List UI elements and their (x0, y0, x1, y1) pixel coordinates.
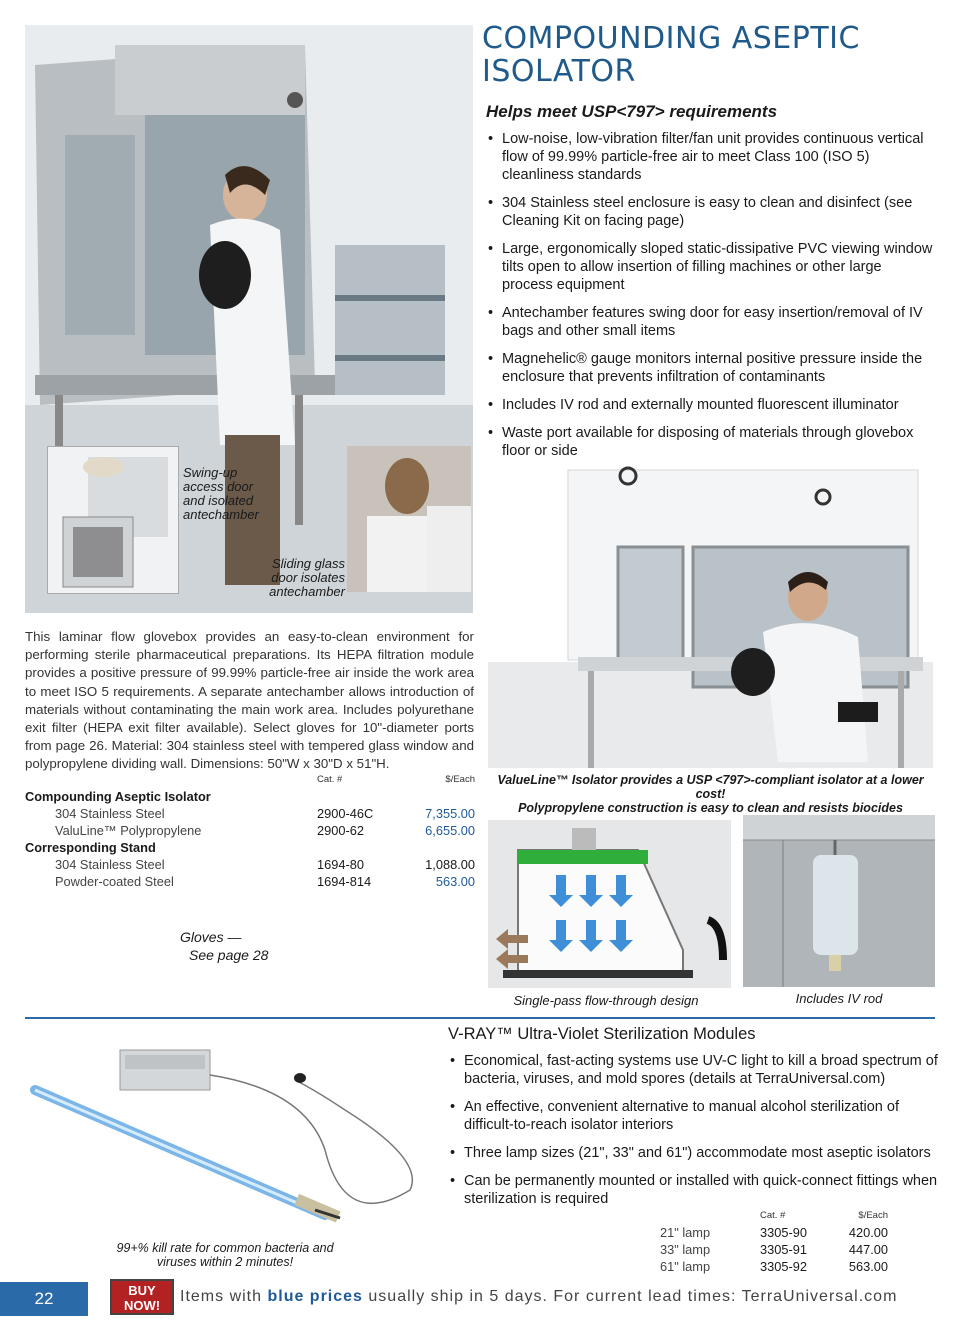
description-paragraph: This laminar flow glovebox provides an easy-to-clean environment for performing sterile pharmaceutical preparations. Its HEPA filtration module provides a positive pressure of 99.99% particle-free air inside the work area to meet ISO 5 requirements. A separate antechamber allows introduction of materials without contaminating the main work area. Includes polyurethane exit filter (HEPA exit filter available). Select gloves for 10"-diameter ports from page 26. Material: 304 stainless steel with tempered glass window and polypropylene dividing wall. Dimensions: 50"W x 30"D x 51"H. (25, 629, 474, 772)
table-row (25, 822, 475, 839)
buy-now-badge[interactable] (110, 1279, 174, 1315)
iv-rod-caption: Includes IV rod (795, 991, 883, 1006)
row-cat: 3305-91 (760, 1242, 807, 1257)
valueline-caption (488, 773, 933, 815)
feature-item: • Magnehelic® gauge monitors internal positive pressure inside the enclosure that prevents infiltration of contaminants (486, 350, 936, 386)
row-cat: 2900-62 (317, 823, 364, 838)
row-label: 21" lamp (660, 1225, 711, 1240)
vray-feature-list (448, 1052, 938, 1218)
row-label: 61" lamp (660, 1259, 711, 1274)
iv-rod-photo (743, 815, 935, 987)
col-header-price: $/Each (445, 774, 475, 785)
footer-note (180, 1288, 897, 1306)
table-row (660, 1258, 888, 1275)
flow-diagram (488, 820, 731, 988)
feature-item: • Low-noise, low-vibration filter/fan unit provides continuous vertical flow of 99.99% particle-free air to meet Class 100 (ISO 5) cleanliness standards (486, 130, 936, 184)
table-row (25, 873, 475, 890)
valueline-isolator-photo (488, 462, 933, 768)
row-label: Powder-coated Steel (55, 874, 174, 889)
kill-rate-line-1: 99+% kill rate for common bacteria and (116, 1241, 334, 1255)
title-line-2: ISOLATOR (482, 54, 636, 89)
feature-item: • Large, ergonomically sloped static-dissipative PVC viewing window tilts open to allow insertion of filling machines or other large process equipment (486, 240, 936, 294)
footer-text-post: usually ship in 5 days. For current lead times: TerraUniversal.com (362, 1288, 898, 1305)
feature-item: • Includes IV rod and externally mounted fluorescent illuminator (486, 396, 936, 414)
row-label: 304 Stainless Steel (55, 806, 165, 821)
badge-line-1: BUY (128, 1283, 156, 1298)
table-row (660, 1224, 888, 1241)
row-cat: 3305-90 (760, 1225, 807, 1240)
row-cat: 1694-80 (317, 857, 364, 872)
gloves-note (180, 928, 268, 964)
subtitle: Helps meet USP<797> requirements (486, 102, 778, 121)
section-divider (25, 1017, 935, 1019)
kill-rate-caption (100, 1241, 350, 1269)
col-header-price: $/Each (858, 1210, 888, 1221)
page-number: 22 (0, 1282, 88, 1316)
row-cat: 2900-46C (317, 806, 374, 821)
row-cat: 3305-92 (760, 1259, 807, 1274)
valueline-caption-line-2: Polypropylene construction is easy to clean and resists biocides (518, 801, 903, 815)
feature-item: • 304 Stainless steel enclosure is easy to clean and disinfect (see Cleaning Kit on facing page) (486, 194, 936, 230)
kill-rate-line-2: viruses within 2 minutes! (156, 1255, 294, 1269)
row-price: 447.00 (848, 1242, 888, 1257)
footer-text-pre: Items with (180, 1288, 268, 1305)
isolator-price-table (25, 771, 475, 890)
table-row (25, 805, 475, 822)
group-name: Corresponding Stand (25, 840, 156, 855)
badge-line-2: NOW! (123, 1298, 161, 1313)
vray-feature-item: • Economical, fast-acting systems use UV-C light to kill a broad spectrum of bacteria, viruses, and mold spores (details at TerraUniversal.com) (448, 1052, 938, 1088)
feature-item: • Antechamber features swing door for easy insertion/removal of IV bags and other small items (486, 304, 936, 340)
gloves-note-line-2: See page 28 (189, 947, 269, 963)
table-row (25, 856, 475, 873)
valueline-caption-line-1: ValueLine™ Isolator provides a USP <797>-compliant isolator at a lower cost! (497, 773, 924, 801)
title-line-1: COMPOUNDING ASEPTIC (482, 21, 860, 56)
row-label: 33" lamp (660, 1242, 711, 1257)
row-price: 6,655.00 (425, 823, 475, 838)
row-cat: 1694-814 (317, 874, 372, 889)
feature-item: • Waste port available for disposing of materials through glovebox floor or side (486, 424, 936, 460)
row-price: 563.00 (435, 874, 475, 889)
vray-feature-item: • Can be permanently mounted or installed with quick-connect fittings when sterilization is required (448, 1172, 938, 1208)
antechamber-inset-photo (47, 446, 179, 594)
col-header-cat: Cat. # (760, 1210, 786, 1221)
sliding-door-inset-photo (347, 446, 471, 592)
vray-feature-item: • An effective, convenient alternative to manual alcohol sterilization of difficult-to-reach isolator interiors (448, 1098, 938, 1134)
row-price: 1,088.00 (425, 857, 475, 872)
row-label: 304 Stainless Steel (55, 857, 165, 872)
row-price: 420.00 (848, 1225, 888, 1240)
row-label: ValuLine™ Polypropylene (55, 823, 202, 838)
table-row (660, 1241, 888, 1258)
footer-text-blue: blue prices (267, 1288, 363, 1305)
vray-feature-item: • Three lamp sizes (21", 33" and 61") accommodate most aseptic isolators (448, 1144, 938, 1162)
group-name: Compounding Aseptic Isolator (25, 789, 211, 804)
row-price: 563.00 (848, 1259, 888, 1274)
uv-lamp-photo (25, 1030, 445, 1240)
flow-caption: Single-pass flow-through design (513, 993, 699, 1008)
vray-title: V-RAY™ Ultra-Violet Sterilization Modules (448, 1025, 756, 1043)
vray-price-table (660, 1207, 888, 1275)
sliding-glass-caption: Sliding glass door isolates antechamber (269, 556, 345, 599)
row-price: 7,355.00 (425, 806, 475, 821)
gloves-note-line-1: Gloves — (180, 929, 242, 945)
page-title (482, 22, 942, 88)
swing-up-caption: Swing-up access door and isolated antechamber (183, 465, 259, 522)
col-header-cat: Cat. # (317, 774, 343, 785)
feature-list (486, 130, 936, 470)
